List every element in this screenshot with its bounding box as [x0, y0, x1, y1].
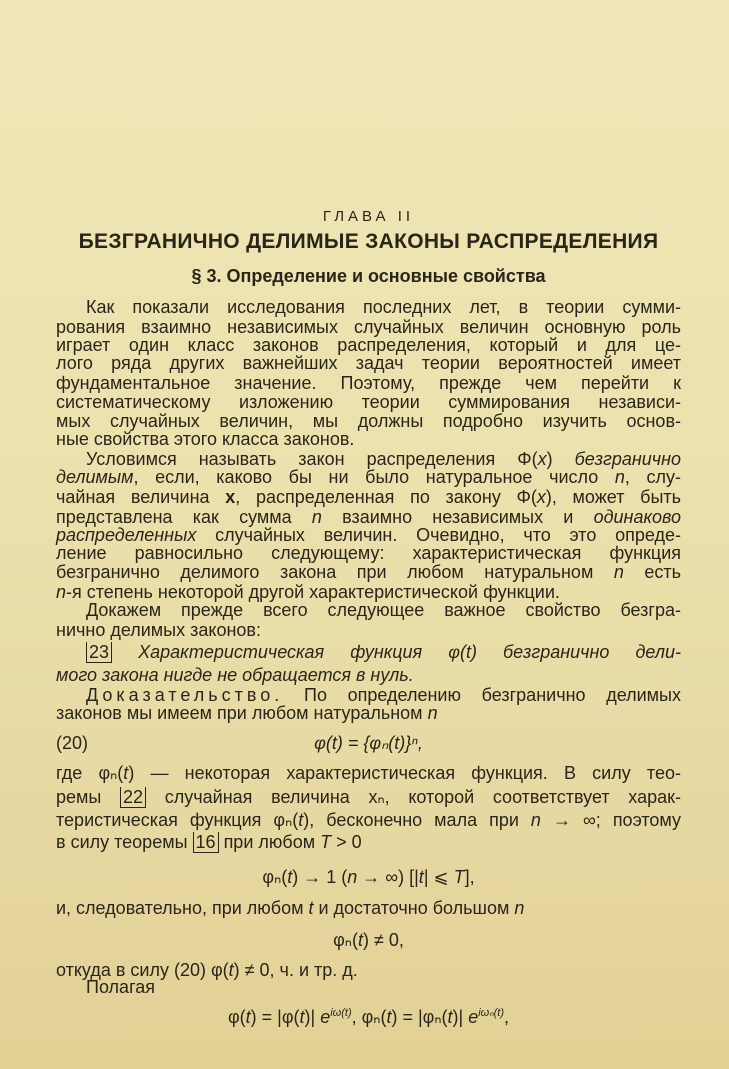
text-span: при любом	[218, 832, 321, 852]
text-line	[56, 685, 681, 705]
text-span: мых случайных величин, мы должны подробно изучить основ-	[56, 411, 681, 431]
chapter-heading: ГЛАВА II	[322, 208, 415, 225]
text-span: Докажем прежде всего следующее важное свойство безгра-	[86, 600, 681, 620]
text-line	[56, 449, 681, 469]
text-span: ление равносильно следующему: характеристическая функция	[56, 543, 681, 563]
text-span: x	[536, 487, 546, 507]
text-span: ремы	[56, 787, 121, 807]
text-span: n	[613, 562, 624, 582]
exponent: iω(t)	[330, 1007, 352, 1019]
text-span: откуда в силу (20) φ(	[56, 960, 229, 980]
text-span: x	[537, 449, 547, 469]
text-span: , распределенная по закону Φ(	[235, 487, 537, 507]
text-span: t	[418, 867, 424, 887]
text-span: Условимся называть закон распределения Φ(	[86, 449, 538, 469]
text-line	[56, 392, 681, 412]
text-line	[56, 543, 681, 563]
text-line	[56, 525, 681, 545]
text-span: ), может быть	[545, 487, 681, 507]
text-span: По определению безгранично делимых	[283, 685, 681, 705]
text-line	[56, 429, 681, 449]
text-span: n	[56, 582, 67, 602]
text-span: ) = |φₙ(	[391, 1007, 448, 1027]
text-line	[56, 787, 681, 807]
text-span: Как показали исследования последних лет, в теории сумми-	[86, 297, 681, 317]
text-span: рования взаимно независимых случайных величин основную роль	[56, 317, 681, 337]
equation-number: (20)	[56, 733, 89, 753]
text-span: T	[320, 832, 332, 852]
text-span: T	[453, 867, 465, 887]
text-span: x	[225, 487, 236, 507]
text-span: t	[299, 1007, 305, 1027]
text-span: ],	[464, 867, 475, 887]
text-span: в силу теоремы	[56, 832, 193, 852]
text-span: )	[546, 449, 575, 469]
text-span	[112, 642, 138, 662]
text-line	[56, 373, 681, 393]
text-span: взаимно независимых и	[321, 507, 594, 527]
text-span: > 0	[331, 832, 362, 852]
text-line	[56, 467, 681, 487]
text-span: Характеристическая функция φ(t) безгранично дели-	[138, 642, 681, 662]
text-line	[56, 562, 681, 582]
text-span: Доказательство.	[86, 685, 284, 705]
text-span: и, следовательно, при любом	[56, 898, 309, 918]
text-span: → ∞; поэтому	[540, 810, 681, 830]
text-span: ) — некоторая характеристическая функция. В силу тео-	[128, 763, 681, 783]
text-span: t	[123, 763, 129, 783]
exponent: iωₙ(t)	[478, 1007, 504, 1019]
formula-line	[56, 1003, 681, 1027]
theorem-reference: 16	[193, 832, 219, 853]
text-span: делимым	[56, 467, 134, 487]
text-span: безгранично делимого закона при любом натуральном	[56, 562, 614, 582]
text-span: → ∞) [|	[357, 867, 419, 887]
text-line	[56, 317, 681, 337]
text-span: ), бесконечно мала при	[303, 810, 531, 830]
text-span: есть	[623, 562, 681, 582]
text-span: представлена как сумма	[56, 507, 312, 527]
text-span: e	[320, 1007, 331, 1027]
text-line	[56, 832, 681, 852]
text-span: законов мы имеем при любом натуральном	[56, 703, 428, 723]
text-span: t	[447, 1007, 453, 1027]
text-span: мого закона нигде не обращается в нуль.	[56, 665, 414, 685]
text-span: n	[347, 867, 358, 887]
text-line	[56, 335, 681, 355]
text-span: лого ряда других важнейших задач теории вероятностей имеет	[56, 353, 681, 373]
theorem-reference: 22	[120, 787, 146, 808]
text-line	[56, 620, 681, 640]
text-span: )|	[304, 1007, 321, 1027]
formula-line	[56, 867, 681, 887]
text-line	[56, 507, 681, 527]
text-span: n	[514, 898, 525, 918]
text-span: ) ≠ 0, ч. и тр. д.	[233, 960, 358, 980]
text-span: -я степень некоторой другой характеристической функции.	[66, 582, 560, 602]
text-span: чайная величина	[56, 487, 226, 507]
chapter-title: БЕЗГРАНИЧНО ДЕЛИМЫЕ ЗАКОНЫ РАСПРЕДЕЛЕНИЯ	[78, 230, 659, 253]
text-span: )|	[452, 1007, 469, 1027]
text-span: n	[614, 467, 625, 487]
text-span: t	[287, 867, 293, 887]
text-span: Полагая	[86, 977, 155, 997]
text-span: t	[228, 960, 234, 980]
text-span: e	[468, 1007, 479, 1027]
text-span: теристическая функция φₙ(	[56, 810, 299, 830]
text-span: одинаково	[593, 507, 681, 527]
text-span: ) ≠ 0,	[362, 930, 404, 950]
text-line	[56, 665, 681, 685]
text-span: | ⩽	[423, 867, 454, 887]
text-span: случайная величина xₙ, которой соответствует харак-	[146, 787, 681, 807]
text-line	[56, 810, 681, 830]
theorem-reference: 23	[86, 642, 112, 663]
text-span: случайных величин. Очевидно, что это опреде-	[196, 525, 681, 545]
text-line	[56, 600, 681, 620]
text-span: безгранично	[574, 449, 681, 469]
text-line	[56, 642, 681, 662]
text-span: ,	[504, 1007, 510, 1027]
text-span: φ(t) = {φₙ(t)}ⁿ,	[314, 733, 423, 753]
text-span: , φₙ(	[351, 1007, 387, 1027]
text-span: t	[308, 898, 314, 918]
text-line	[56, 353, 681, 373]
text-span: n	[311, 507, 322, 527]
text-span: распределенных	[56, 525, 197, 545]
text-span: ные свойства этого класса законов.	[56, 429, 355, 449]
section-heading: § 3. Определение и основные свойства	[191, 266, 546, 286]
text-span: систематическому изложению теории суммирования независи-	[56, 392, 681, 412]
text-span: где φₙ(	[56, 763, 124, 783]
text-span: φₙ(	[333, 930, 358, 950]
text-span: фундаментальное значение. Поэтому, прежде чем перейти к	[56, 373, 681, 393]
text-span: нично делимых законов:	[56, 620, 261, 640]
text-span: ) = |φ(	[250, 1007, 300, 1027]
text-line	[56, 297, 681, 317]
formula-line	[56, 733, 681, 753]
text-line	[56, 763, 681, 783]
text-span: t	[386, 1007, 392, 1027]
text-line	[56, 703, 681, 723]
text-line	[56, 582, 681, 602]
text-span: t	[298, 810, 304, 830]
text-span: t	[357, 930, 363, 950]
text-line	[56, 411, 681, 431]
text-span: t	[245, 1007, 251, 1027]
text-span: n	[427, 703, 438, 723]
text-span: φₙ(	[262, 867, 288, 887]
text-line	[56, 977, 681, 997]
text-span: φ(	[227, 1007, 246, 1027]
text-span: играет один класс законов распределения, который и для це-	[56, 335, 681, 355]
text-span: , если, каково бы ни было натуральное число	[133, 467, 615, 487]
text-line	[56, 898, 681, 918]
text-span: , слу-	[624, 467, 682, 487]
text-line	[56, 487, 681, 507]
text-span: и достаточно большом	[313, 898, 515, 918]
text-span: n	[530, 810, 541, 830]
text-span: ) → 1 (	[292, 867, 348, 887]
formula-line	[56, 930, 681, 950]
